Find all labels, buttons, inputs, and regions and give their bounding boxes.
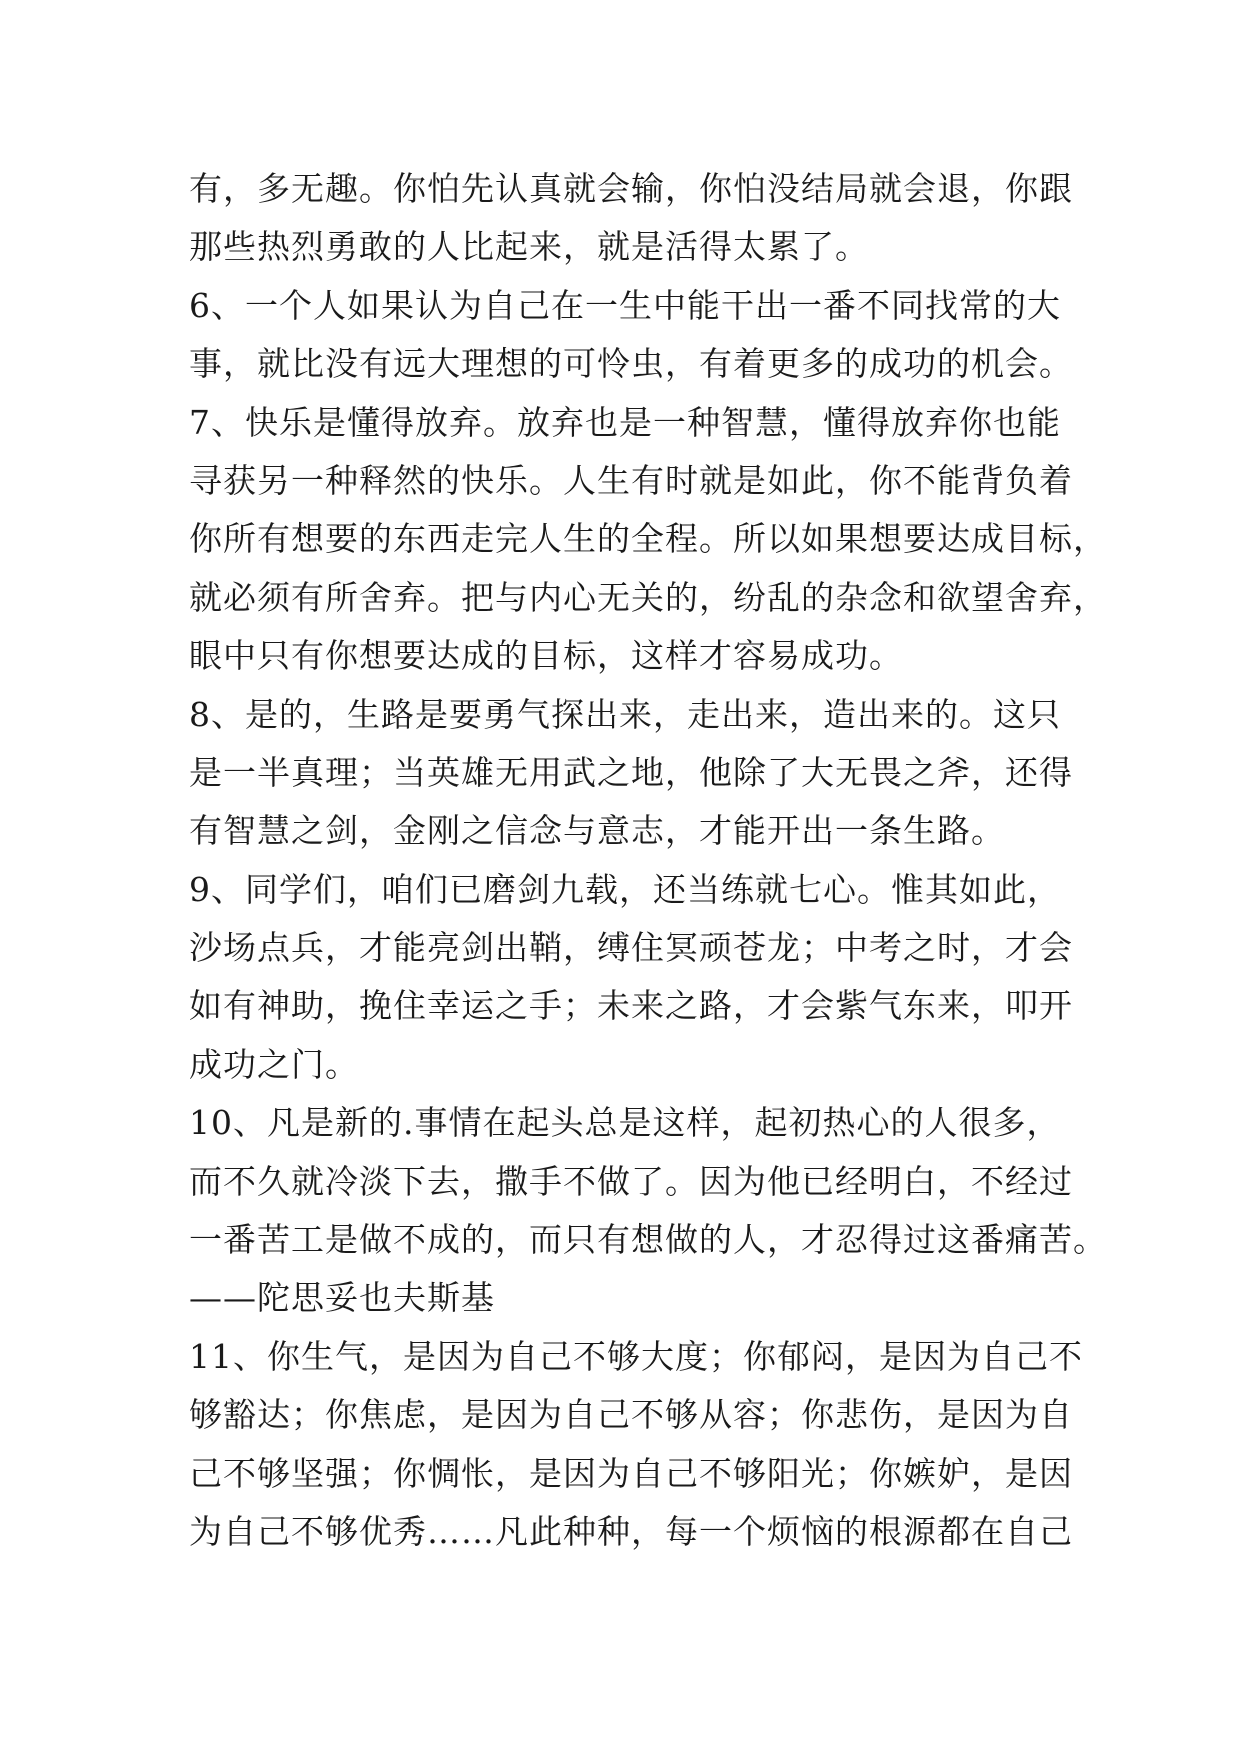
text-line: 寻获另一种释然的快乐。人生有时就是如此，你不能背负着 — [189, 460, 1073, 500]
text-line: 11、你生气，是因为自己不够大度；你郁闷，是因为自己不 — [189, 1336, 1083, 1376]
text-line: 一番苦工是做不成的，而只有想做的人，才忍得过这番痛苦。 — [189, 1220, 1107, 1260]
text-line: 有，多无趣。你怕先认真就会输，你怕没结局就会退，你跟 — [189, 169, 1073, 208]
text-line: 成功之门。 — [189, 1044, 359, 1084]
text-line: 就必须有所舍弃。把与内心无关的，纷乱的杂念和欲望舍弃， — [189, 577, 1107, 617]
text-line: 8、是的，生路是要勇气探出来，走出来，造出来的。这只 — [189, 694, 1061, 734]
text-line: 有智慧之剑，金刚之信念与意志，才能开出一条生路。 — [189, 811, 1005, 851]
text-line: 10、凡是新的.事情在起头总是这样，起初热心的人很多， — [189, 1103, 1061, 1143]
text-line: 够豁达；你焦虑，是因为自己不够从容；你悲伤，是因为自 — [189, 1395, 1073, 1435]
text-line: 事，就比没有远大理想的可怜虫，有着更多的成功的机会。 — [189, 344, 1073, 384]
text-line: 是一半真理；当英雄无用武之地，他除了大无畏之斧，还得 — [189, 752, 1073, 792]
body-text — [189, 160, 1107, 1561]
text-line: 眼中只有你想要达成的目标，这样才容易成功。 — [189, 636, 903, 676]
text-line: 沙场点兵，才能亮剑出鞘，缚住冥顽苍龙；中考之时，才会 — [189, 928, 1073, 968]
text-line: 为自己不够优秀……凡此种种，每一个烦恼的根源都在自己 — [189, 1511, 1073, 1551]
text-line: 如有神助，挽住幸运之手；未来之路，才会紫气东来，叩开 — [189, 986, 1073, 1026]
text-line: 你所有想要的东西走完人生的全程。所以如果想要达成目标， — [189, 519, 1107, 559]
text-line: ——陀思妥也夫斯基 — [189, 1278, 495, 1318]
text-line: 6、一个人如果认为自己在一生中能干出一番不同找常的大 — [189, 285, 1061, 325]
text-line: 9、同学们，咱们已磨剑九载，还当练就七心。惟其如此， — [189, 869, 1061, 909]
text-line: 而不久就冷淡下去，撒手不做了。因为他已经明白，不经过 — [189, 1161, 1073, 1201]
text-line: 7、快乐是懂得放弃。放弃也是一种智慧，懂得放弃你也能 — [189, 402, 1061, 442]
text-line: 己不够坚强；你惆怅，是因为自己不够阳光；你嫉妒，是因 — [189, 1453, 1073, 1493]
text-line: 那些热烈勇敢的人比起来，就是活得太累了。 — [189, 227, 869, 267]
